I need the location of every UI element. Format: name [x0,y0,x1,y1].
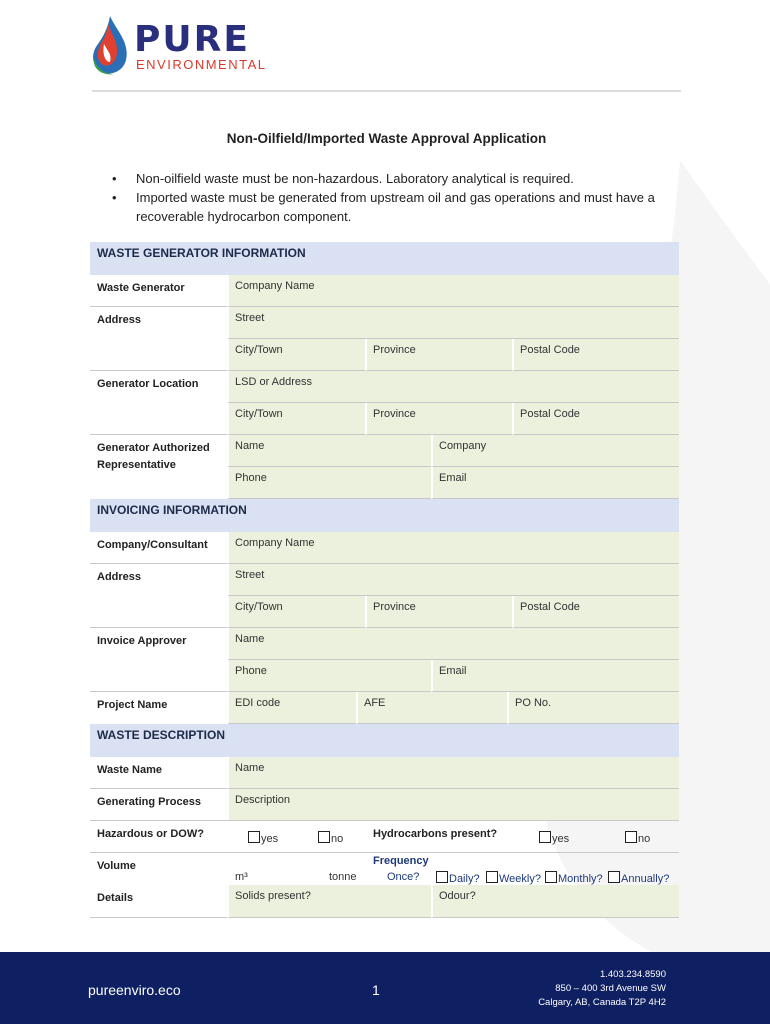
field-approver-phone[interactable]: Phone [227,660,431,692]
field-solids-present[interactable]: Solids present? [227,885,431,918]
label-generating-process: Generating Process [97,796,201,808]
hydrocarbons-no-label: no [638,833,651,845]
field-generator-company-name[interactable]: Company Name [227,275,679,307]
label-hazardous-dow: Hazardous or DOW? [97,828,204,840]
hydrocarbons-yes-option[interactable] [539,831,569,845]
requirements-list [112,169,687,226]
label-details: Details [97,892,134,904]
daily-label: Daily? [449,873,480,885]
hydrocarbons-no-checkbox[interactable] [625,831,637,843]
hazardous-no-label: no [331,833,344,845]
label-invoicing-address: Address [97,571,142,583]
document-title: Non-Oilfield/Imported Waste Approval Application [226,131,547,146]
section-waste-generator: WASTE GENERATOR INFORMATION [90,242,679,275]
hazardous-no-checkbox[interactable] [318,831,330,843]
label-frequency: Frequency [373,855,429,867]
field-invoicing-city[interactable]: City/Town [227,596,365,628]
field-waste-name[interactable]: Name [227,757,679,789]
field-representative-phone[interactable]: Phone [227,467,431,499]
row-divider [90,917,227,918]
label-waste-generator: Waste Generator [97,282,185,294]
field-invoicing-street[interactable]: Street [227,564,679,596]
hazardous-yes-checkbox[interactable] [248,831,260,843]
frequency-once: Once? [387,871,420,883]
field-representative-company[interactable]: Company [431,435,679,467]
field-lsd-address[interactable]: LSD or Address [227,371,679,403]
monthly-checkbox[interactable] [545,871,557,883]
hazardous-yes-label: yes [261,833,279,845]
field-process-description[interactable]: Description [227,789,679,821]
section-invoicing: INVOICING INFORMATION [90,499,679,532]
field-representative-name[interactable]: Name [227,435,431,467]
hydrocarbons-yes-checkbox[interactable] [539,831,551,843]
hydrocarbons-yes-label: yes [552,833,570,845]
field-edi-code[interactable]: EDI code [227,692,356,724]
flame-drop-icon [86,14,134,78]
field-generator-postal-code[interactable]: Postal Code [512,339,679,371]
frequency-annually-option[interactable] [608,871,669,885]
footer-phone: 1.403.234.8590 [599,969,666,980]
frequency-weekly-option[interactable] [486,871,541,885]
footer-address-line1: 850 – 400 3rd Avenue SW [555,983,666,994]
volume-unit-m3: m³ [235,871,248,883]
application-form [90,242,679,918]
weekly-label: Weekly? [499,873,541,885]
field-generator-city[interactable]: City/Town [227,339,365,371]
volume-unit-tonne: tonne [329,871,357,883]
field-approver-email[interactable]: Email [431,660,679,692]
label-generator-address: Address [97,314,142,326]
header-divider [92,90,681,92]
label-invoice-approver: Invoice Approver [97,635,187,647]
requirement-item: • Imported waste must be generated from upstream oil and gas operations and must have a recoverable hydrocarbon component. [112,188,687,226]
label-authorized-representative: Generator Authorized Representative [97,442,210,471]
footer-address-line2: Calgary, AB, Canada T2P 4H2 [538,997,666,1008]
label-waste-name: Waste Name [97,764,163,776]
field-po-number[interactable]: PO No. [507,692,679,724]
logo-wordmark: PURE [134,19,250,60]
field-approver-name[interactable]: Name [227,628,679,660]
footer-website[interactable]: pureenviro.eco [88,982,181,998]
hazardous-no-option[interactable] [318,831,343,845]
label-company-consultant: Company/Consultant [97,539,208,551]
label-project-name: Project Name [97,699,168,711]
requirement-item: • Non-oilfield waste must be non-hazardous. Laboratory analytical is required. [112,169,687,188]
field-location-province[interactable]: Province [365,403,512,435]
page-number: 1 [372,982,380,998]
frequency-daily-option[interactable] [436,871,480,885]
field-odour[interactable]: Odour? [431,885,679,918]
monthly-label: Monthly? [558,873,603,885]
label-volume: Volume [97,860,136,872]
frequency-monthly-option[interactable] [545,871,603,885]
field-invoicing-company-name[interactable]: Company Name [227,532,679,564]
field-invoicing-postal-code[interactable]: Postal Code [512,596,679,628]
hydrocarbons-no-option[interactable] [625,831,650,845]
page-footer [0,952,770,1024]
field-representative-email[interactable]: Email [431,467,679,499]
label-generator-location: Generator Location [97,378,199,390]
label-hydrocarbons-present: Hydrocarbons present? [373,828,498,840]
annually-checkbox[interactable] [608,871,620,883]
field-invoicing-province[interactable]: Province [365,596,512,628]
field-generator-street[interactable]: Street [227,307,679,339]
field-location-city[interactable]: City/Town [227,403,365,435]
field-generator-province[interactable]: Province [365,339,512,371]
field-afe[interactable]: AFE [356,692,507,724]
annually-label: Annually? [621,873,670,885]
field-location-postal-code[interactable]: Postal Code [512,403,679,435]
hazardous-yes-option[interactable] [248,831,278,845]
daily-checkbox[interactable] [436,871,448,883]
logo-tagline: ENVIRONMENTAL [136,57,267,72]
footer-contact [538,968,666,1010]
company-logo [86,14,296,80]
weekly-checkbox[interactable] [486,871,498,883]
section-waste-description: WASTE DESCRIPTION [90,724,679,757]
